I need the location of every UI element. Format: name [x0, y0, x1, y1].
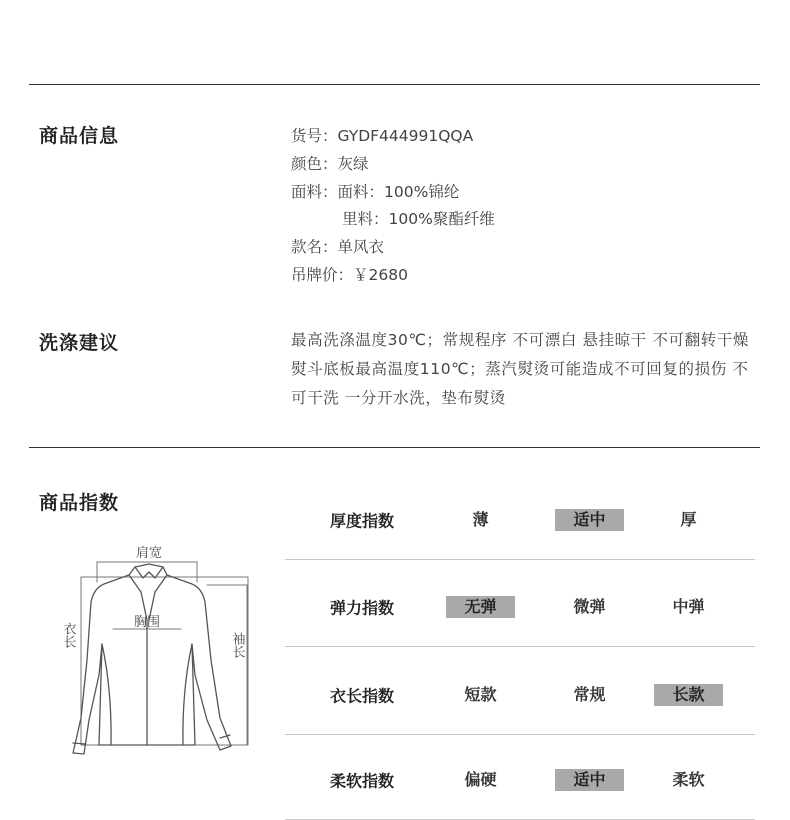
row-separator — [285, 559, 755, 560]
index-row-length — [285, 655, 755, 735]
index-option: 长款 — [654, 684, 723, 706]
washing-instructions: 最高洗涤温度30℃；常规程序 不可漂白 悬挂晾干 不可翻转干燥 熨斗底板最高温度110℃；蒸汽熨烫可能造成不可回复的损伤 不可干洗 一分开水洗，垫布熨烫 — [291, 331, 750, 407]
length-guide-box — [81, 577, 248, 745]
index-option: 中弹 — [672, 597, 705, 616]
index-option: 厚 — [680, 510, 697, 529]
index-option: 适中 — [555, 769, 624, 791]
length-label: 衣长 — [60, 622, 76, 648]
washing-title: 洗涤建议 — [39, 332, 120, 354]
info-line-fabric: 面料：面料：100%锦纶 — [291, 183, 460, 201]
index-row-label: 厚度指数 — [330, 511, 395, 531]
row-separator — [285, 734, 755, 735]
middle-divider — [29, 447, 760, 448]
top-divider — [29, 84, 760, 85]
info-line-color: 颜色：灰绿 — [291, 155, 369, 173]
row-separator — [285, 646, 755, 647]
index-option: 偏硬 — [464, 770, 497, 789]
index-option: 微弹 — [573, 597, 606, 616]
index-row-label: 弹力指数 — [330, 598, 395, 618]
info-line-sku: 货号：GYDF444991QQA — [291, 127, 474, 145]
index-option: 无弹 — [446, 596, 515, 618]
index-option: 柔软 — [672, 770, 705, 789]
info-line-style: 款名：单风衣 — [291, 238, 385, 256]
index-option: 适中 — [555, 509, 624, 531]
product-info-title: 商品信息 — [39, 125, 120, 147]
index-row-thickness — [285, 480, 755, 560]
index-option: 常规 — [573, 685, 606, 704]
sleeve-label: 袖长 — [229, 632, 245, 658]
shoulder-label: 肩宽 — [135, 546, 163, 561]
chest-label: 胸围 — [133, 615, 161, 630]
jacket-outline — [73, 564, 231, 754]
index-title: 商品指数 — [39, 492, 120, 514]
info-line-price: 吊牌价：￥2680 — [291, 266, 408, 284]
index-row-label: 柔软指数 — [330, 771, 395, 791]
index-row-softness — [285, 740, 755, 820]
index-row-elasticity — [285, 567, 755, 647]
index-option: 短款 — [464, 685, 497, 704]
index-row-label: 衣长指数 — [330, 686, 395, 706]
info-line-lining: 里料：100%聚酯纤维 — [342, 210, 495, 228]
jacket-size-diagram — [55, 540, 265, 770]
index-option: 薄 — [472, 510, 489, 529]
